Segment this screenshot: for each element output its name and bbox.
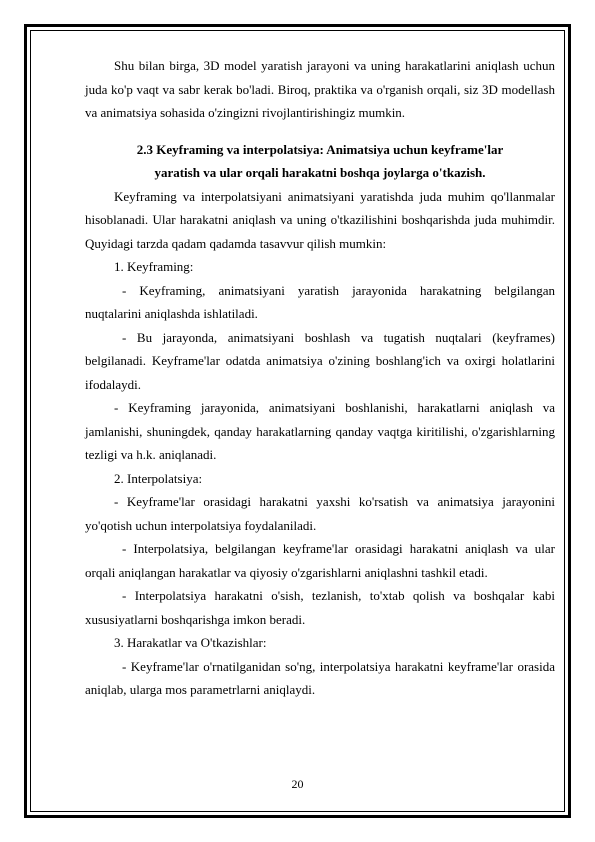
keyframing-intro-paragraph: Keyframing va interpolatsiyani animatsiyani yaratishda juda muhim qo'llanmalar hisoblanadi. Ular harakatni aniqlash va uning o'tkazilishini boshqarishda juda muhimdir. Quyidagi tarzda qadam qadamda tasavvur qilish mumkin: — [85, 188, 555, 251]
item2-bullet-1: - Keyframe'lar orasidagi harakatni yaxshi ko'rsatish va animatsiya jarayonini yo'qotish uchun interpolatsiya foydalaniladi. — [85, 494, 555, 533]
page-number: 20 — [291, 777, 304, 791]
item1-title: 1. Keyframing: — [114, 259, 194, 274]
section-heading — [85, 138, 555, 185]
page-content — [85, 54, 555, 702]
spacer — [85, 125, 555, 138]
item2-title: 2. Interpolatsiya: — [114, 470, 203, 486]
item3-title: 3. Harakatlar va O'tkazishlar: — [114, 635, 267, 650]
item2-bullet-2: - Interpolatsiya, belgilangan keyframe'lar orasidagi harakatni aniqlash va ular orqali aniqlangan harakatlar va qiyosiy o'zgarishlarni aniqlashni tashkil etadi. — [85, 541, 555, 580]
item1-bullet-2: - Bu jarayonda, animatsiyani boshlash va tugatish nuqtalari (keyframes) belgilanadi. Keyframe'lar odatda animatsiya o'zining boshlang'ich va oxirgi holatlarini ifodalaydi. — [85, 329, 555, 392]
item1-bullet-1: - Keyframing, animatsiyani yaratish jarayonida harakatning belgilangan nuqtalarini aniqlashda ishlatiladi. — [85, 282, 555, 321]
intro-paragraph: Shu bilan birga, 3D model yaratish jarayoni va uning harakatlarini aniqlash uchun juda ko'p vaqt va sabr kerak bo'ladi. Biroq, praktika va o'rganish orqali, siz 3D modellash va animatsiya sohasida o'zingizni rivojlantirishingiz mumkin. — [85, 58, 555, 120]
item2-bullet-3: - Interpolatsiya harakatni o'sish, tezlanish, to'xtab qolish va boshqalar kabi xususiyatlarni boshqarishga imkon beradi. — [85, 588, 555, 627]
heading-line-1: 2.3 Keyframing va interpolatsiya: Animatsiya uchun keyframe'lar — [136, 141, 504, 157]
heading-line-2: yaratish va ular orqali harakatni boshqa joylarga o'tkazish. — [154, 165, 486, 180]
item1-bullet-3: - Keyframing jarayonida, animatsiyani boshlanishi, harakatlarni aniqlash va jamlanishi, shuningdek, qanday harakatlarning qanday vaqtga kiritilishi, o'zgarishlarning tezligi va h.k. aniqlanadi. — [85, 400, 555, 462]
item3-bullet-1: - Keyframe'lar o'rnatilganidan so'ng, interpolatsiya harakatni keyframe'lar orasida aniqlab, ularga mos parametrlarni aniqlaydi. — [85, 658, 555, 697]
